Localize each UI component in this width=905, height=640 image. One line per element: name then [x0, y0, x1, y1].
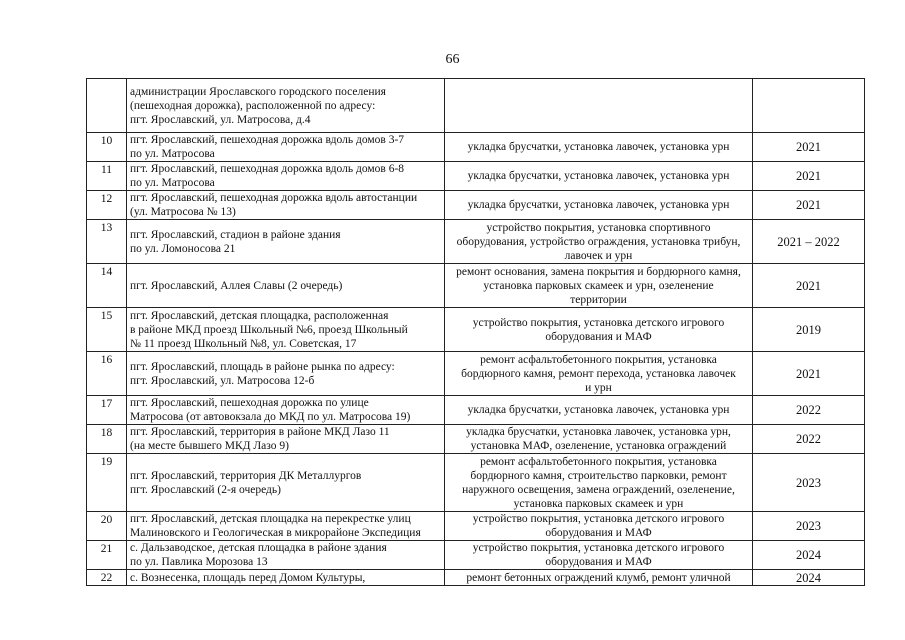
location-cell — [127, 512, 445, 541]
work-line: ремонт асфальтобетонного покрытия, установка — [480, 455, 717, 468]
work-line: укладка брусчатки, установка лавочек, установка урн, — [466, 426, 731, 438]
year-cell: 2021 — [753, 162, 865, 191]
work-line: устройство покрытия, установка детского игрового — [472, 513, 725, 525]
location-line: пгт. Ярославский (2-я очередь) — [130, 483, 281, 496]
location-line: № 11 проезд Школьный №8, ул. Советская, 17 — [130, 337, 357, 350]
location-line: по ул. Матросова — [130, 177, 215, 189]
location-line: по ул. Павлика Морозова 13 — [130, 556, 268, 568]
table-row — [87, 570, 865, 586]
work-line: оборудования и МАФ — [545, 527, 652, 539]
improvement-table — [86, 78, 865, 586]
year-cell: 2021 — [753, 264, 865, 308]
table-row — [87, 133, 865, 162]
work-description-cell — [445, 133, 753, 162]
page-number: 66 — [445, 52, 460, 67]
work-description-cell — [445, 425, 753, 454]
work-line: оборудования и МАФ — [545, 330, 652, 343]
work-line: оборудования, устройство ограждения, установка трибун, — [456, 235, 741, 248]
work-description-cell — [445, 308, 753, 352]
row-number-cell: 10 — [87, 133, 127, 162]
work-line: бордюрного камня, строительство парковки, ремонт — [470, 469, 727, 482]
location-line: Малиновского и Геологическая в микрорайоне Экспедиция — [130, 527, 421, 539]
year-cell: 2023 — [753, 454, 865, 512]
work-description-cell — [445, 512, 753, 541]
location-line: (ул. Матросова № 13) — [130, 206, 236, 218]
table-row — [87, 220, 865, 264]
work-line: установка парковых скамеек и урн — [513, 497, 684, 510]
work-line: ремонт бетонных ограждений клумб, ремонт уличной — [466, 571, 731, 584]
location-line: с. Дальзаводское, детская площадка в районе здания — [130, 542, 387, 554]
location-cell — [127, 264, 445, 308]
table-row — [87, 191, 865, 220]
row-number-cell: 11 — [87, 162, 127, 191]
location-line: пгт. Ярославский, детская площадка, расположенная — [130, 309, 389, 322]
row-number-cell: 16 — [87, 352, 127, 396]
location-line: пгт. Ярославский, ул. Матросова 12-б — [130, 374, 315, 387]
row-number-cell: 12 — [87, 191, 127, 220]
work-line: ремонт асфальтобетонного покрытия, установка — [480, 353, 717, 366]
table-row — [87, 264, 865, 308]
work-line: укладка брусчатки, установка лавочек, установка урн — [467, 141, 730, 153]
work-line: оборудования и МАФ — [545, 556, 652, 568]
location-line: пгт. Ярославский, стадион в районе здания — [130, 228, 341, 241]
work-line: бордюрного камня, ремонт перехода, установка лавочек — [461, 367, 736, 380]
work-description-cell — [445, 541, 753, 570]
year-cell: 2022 — [753, 396, 865, 425]
work-description-cell — [445, 162, 753, 191]
work-description-cell — [445, 454, 753, 512]
location-line: Матросова (от автовокзала до МКД по ул. Матросова 19) — [130, 411, 411, 423]
work-line: укладка брусчатки, установка лавочек, установка урн — [467, 404, 730, 416]
work-line: устройство покрытия, установка детского игрового — [472, 542, 725, 554]
table-row — [87, 454, 865, 512]
work-line: ремонт основания, замена покрытия и бордюрного камня, — [456, 265, 741, 278]
location-line: пгт. Ярославский, пешеходная дорожка по улице — [130, 397, 369, 409]
location-cell — [127, 352, 445, 396]
location-line: пгт. Ярославский, пешеходная дорожка вдоль автостанции — [130, 192, 418, 204]
work-description-cell — [445, 352, 753, 396]
location-cell — [127, 162, 445, 191]
work-description-cell — [445, 570, 753, 586]
location-cell — [127, 454, 445, 512]
table-row — [87, 79, 865, 133]
table-row — [87, 512, 865, 541]
row-number-cell — [87, 79, 127, 133]
work-line: устройство покрытия, установка детского игрового — [472, 316, 725, 329]
table-row — [87, 541, 865, 570]
year-cell: 2021 — [753, 133, 865, 162]
row-number-cell: 18 — [87, 425, 127, 454]
table-row — [87, 162, 865, 191]
work-line: установка МАФ, озеленение, установка ограждений — [470, 440, 727, 452]
location-cell — [127, 570, 445, 586]
year-cell: 2024 — [753, 570, 865, 586]
table-row — [87, 396, 865, 425]
work-description-cell — [445, 79, 753, 133]
work-line: лавочек и урн — [564, 249, 633, 262]
location-cell — [127, 308, 445, 352]
location-line: по ул. Матросова — [130, 148, 215, 160]
location-cell — [127, 425, 445, 454]
table-row — [87, 425, 865, 454]
location-cell — [127, 396, 445, 425]
work-line: территории — [570, 293, 627, 306]
work-line: укладка брусчатки, установка лавочек, установка урн — [467, 199, 730, 211]
table-body — [87, 79, 865, 586]
row-number-cell: 15 — [87, 308, 127, 352]
location-line: пгт. Ярославский, площадь в районе рынка по адресу: — [130, 360, 395, 373]
location-line: пгт. Ярославский, ул. Матросова, д.4 — [130, 113, 311, 126]
location-cell — [127, 541, 445, 570]
year-cell: 2021 – 2022 — [753, 220, 865, 264]
location-cell — [127, 79, 445, 133]
table-row — [87, 308, 865, 352]
location-cell — [127, 191, 445, 220]
location-cell — [127, 133, 445, 162]
work-description-cell — [445, 264, 753, 308]
row-number-cell: 21 — [87, 541, 127, 570]
location-line: пгт. Ярославский, детская площадка на перекрестке улиц — [130, 513, 411, 525]
location-line: администрации Ярославского городского поселения — [130, 85, 386, 98]
year-cell: 2023 — [753, 512, 865, 541]
work-line: наружного освещения, замена ограждений, озеленение, — [462, 483, 735, 496]
location-cell — [127, 220, 445, 264]
location-line: пгт. Ярославский, Аллея Славы (2 очередь) — [130, 279, 343, 292]
row-number-cell: 14 — [87, 264, 127, 308]
work-line: и урн — [585, 381, 612, 394]
year-cell: 2019 — [753, 308, 865, 352]
location-line: пгт. Ярославский, территория в районе МКД Лазо 11 — [130, 426, 390, 438]
location-line: (пешеходная дорожка), расположенной по адресу: — [130, 99, 376, 112]
work-line: укладка брусчатки, установка лавочек, установка урн — [467, 170, 730, 182]
location-line: пгт. Ярославский, территория ДК Металлургов — [130, 469, 362, 482]
row-number-cell: 17 — [87, 396, 127, 425]
location-line: пгт. Ярославский, пешеходная дорожка вдоль домов 3-7 — [130, 134, 405, 146]
year-cell: 2022 — [753, 425, 865, 454]
row-number-cell: 19 — [87, 454, 127, 512]
location-line: пгт. Ярославский, пешеходная дорожка вдоль домов 6-8 — [130, 163, 405, 175]
year-cell — [753, 79, 865, 133]
row-number-cell: 20 — [87, 512, 127, 541]
row-number-cell: 22 — [87, 570, 127, 586]
year-cell: 2024 — [753, 541, 865, 570]
work-description-cell — [445, 396, 753, 425]
year-cell: 2021 — [753, 191, 865, 220]
location-line: по ул. Ломоносова 21 — [130, 242, 236, 255]
year-cell: 2021 — [753, 352, 865, 396]
work-description-cell — [445, 191, 753, 220]
table-row — [87, 352, 865, 396]
work-description-cell — [445, 220, 753, 264]
location-line: (на месте бывшего МКД Лазо 9) — [130, 440, 289, 452]
row-number-cell: 13 — [87, 220, 127, 264]
location-line: в районе МКД проезд Школьный №6, проезд Школьный — [130, 323, 408, 336]
location-line: с. Вознесенка, площадь перед Домом Культуры, — [130, 571, 366, 584]
work-line: установка парковых скамеек и урн, озеленение — [483, 279, 714, 292]
work-line: устройство покрытия, установка спортивного — [486, 221, 711, 234]
